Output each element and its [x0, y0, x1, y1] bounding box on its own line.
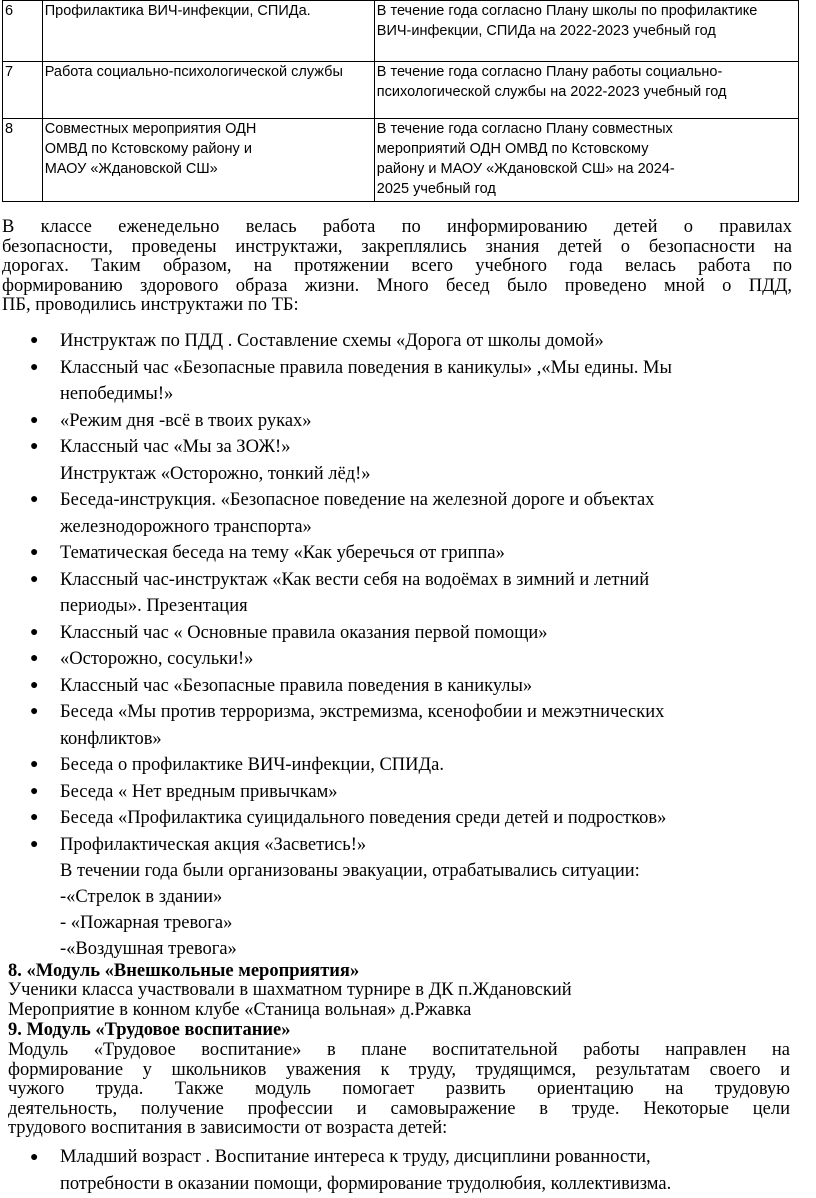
bullet-icon: ● [30, 810, 39, 825]
list-item: ● Беседа-инструкция. «Безопасное поведение на железной дороге и объектах железнодорожного транспорта» [0, 487, 800, 540]
list-item: ● Младший возраст . Воспитание интереса к труду, дисциплини рованности, потребности в оказании помощи, формирование трудолюбия, коллективизма. [0, 1144, 800, 1198]
table-row [3, 1, 799, 62]
text-line: чужого труда. Также модуль помогает развить ориентацию на трудовую [8, 1079, 790, 1099]
intro-paragraph [2, 218, 792, 316]
row-number: 7 [3, 62, 43, 119]
module8-heading: 8. «Модуль «Внешкольные мероприятия» [8, 961, 360, 981]
bullet-icon: ● [30, 359, 39, 375]
term-cell: В течение года согласно Плану совместных мероприятий ОДН ОМВД по Кстовскому району и МАОУ «Ждановской СШ» на 2024- 2025 учебный год [376, 121, 675, 197]
bullet-icon: ● [30, 492, 39, 507]
list-item: ● Классный час «Мы за ЗОЖ!» Инструктаж «Осторожно, тонкий лёд!» [0, 434, 800, 487]
list-item: ● Беседа «Профилактика суицидального поведения среди детей и подростков» [0, 805, 800, 832]
bullet-icon: ● [30, 757, 39, 772]
bullet-icon: ● [30, 439, 39, 454]
module8-line: Ученики класса участвовали в шахматном турнире в ДК п.Ждановский [8, 980, 572, 1000]
text-line: формированию здорового образа жизни. Много бесед было проведено мной о ПДД, [2, 275, 792, 296]
bullet-icon: ● [30, 545, 39, 560]
labor-goals-list [0, 1144, 800, 1198]
plan-table [2, 0, 799, 202]
text-line: формирование у школьников уважения к труду, трудящимся, результатам своего и [8, 1059, 790, 1080]
bullet-icon: ● [30, 571, 39, 587]
row-number: 8 [3, 119, 43, 202]
bullet-icon: ● [30, 1150, 39, 1165]
list-item: ● «Осторожно, сосульки!» [0, 646, 800, 673]
bullet-icon: ● [30, 412, 39, 428]
text-line: Модуль «Трудовое воспитание» в плане воспитательной работы направлен на [8, 1040, 790, 1060]
table-row [3, 119, 799, 202]
evacuation-item: - «Пожарная тревога» [60, 913, 233, 933]
evacuation-text: В течении года были организованы эвакуации, отрабатывались ситуации: [60, 861, 640, 881]
module9-heading: 9. Модуль «Трудовое воспитание» [8, 1020, 291, 1040]
bullet-icon: ● [30, 704, 39, 719]
event-cell: Профилактика ВИЧ-инфекции, СПИДа. [44, 3, 311, 19]
bullet-icon: ● [30, 333, 39, 348]
evacuation-item: -«Воздушная тревога» [60, 939, 237, 959]
event-cell: Работа социально-психологической службы [44, 64, 343, 80]
list-item: ● Классный час «Безопасные правила поведения в каникулы» [0, 673, 800, 700]
list-item: ● Инструктаж по ПДД . Составление схемы «Дорога от школы домой» [0, 328, 800, 355]
list-item: ● Профилактическая акция «Засветись!» [0, 832, 800, 859]
term-cell: В течение года согласно Плану работы социально- психологической службы на 2022-2023 учебный год [376, 64, 727, 100]
table-row [3, 62, 799, 119]
bullet-icon: ● [30, 836, 39, 852]
text-line: ПБ, проводились инструктажи по ТБ: [2, 295, 299, 315]
list-item: ● Беседа « Нет вредным привычкам» [0, 779, 800, 806]
list-item: ● Беседа «Мы против терроризма, экстремизма, ксенофобии и межэтнических конфликтов» [0, 699, 800, 752]
text-line: В классе еженедельно велась работа по информированию детей о правилах [2, 217, 792, 237]
list-item: ● «Режим дня -всё в твоих руках» [0, 408, 800, 435]
bullet-icon: ● [30, 783, 39, 799]
list-item: ● Классный час «Безопасные правила поведения в каникулы» ,«Мы едины. Мы непобедимы!» [0, 355, 800, 408]
activities-list [0, 328, 800, 858]
evacuation-item: -«Стрелок в здании» [60, 887, 223, 907]
event-cell: Совместных мероприятия ОДН ОМВД по Кстовскому району и МАОУ «Ждановской СШ» [44, 121, 257, 177]
text-line: безопасности, проведены инструктажи, закреплялись знания детей о безопасности на [2, 236, 792, 257]
row-number: 6 [3, 1, 43, 62]
bullet-icon: ● [30, 651, 39, 666]
text-line: дорогах. Таким образом, на протяжении всего учебного года велась работа по [2, 256, 792, 276]
text-line: деятельность, получение профессии и самовыражение в труде. Некоторые цели [8, 1098, 790, 1119]
list-item: ● Беседа о профилактике ВИЧ-инфекции, СПИДа. [0, 752, 800, 779]
bullet-icon: ● [30, 624, 39, 640]
term-cell: В течение года согласно Плану школы по профилактике ВИЧ-инфекции, СПИДа на 2022-2023 учебный год [376, 3, 758, 39]
list-item: ● Классный час-инструктаж «Как вести себя на водоёмах в зимний и летний периоды». Презентация [0, 567, 800, 620]
text-line: трудового воспитания в зависимости от возраста детей: [8, 1118, 448, 1138]
list-item: ● Классный час « Основные правила оказания первой помощи» [0, 620, 800, 647]
module8-line: Мероприятие в конном клубе «Станица вольная» д.Ржавка [8, 1000, 472, 1020]
module9-paragraph [8, 1041, 790, 1139]
bullet-icon: ● [30, 677, 39, 693]
list-item: ● Тематическая беседа на тему «Как уберечься от гриппа» [0, 540, 800, 567]
